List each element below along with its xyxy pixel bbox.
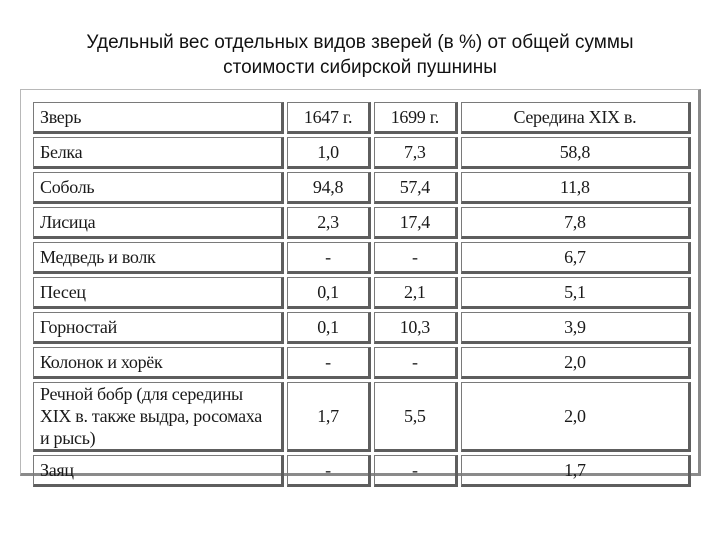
table-row bbox=[33, 207, 691, 239]
cell-mid-19th-century: 6,7 bbox=[461, 242, 691, 274]
cell-1647: 94,8 bbox=[287, 172, 371, 204]
cell-mid-19th-century: 7,8 bbox=[461, 207, 691, 239]
cell-mid-19th-century: 3,9 bbox=[461, 312, 691, 344]
table-row bbox=[33, 172, 691, 204]
cell-animal: Горностай bbox=[33, 312, 284, 344]
cell-1647: 2,3 bbox=[287, 207, 371, 239]
table-row bbox=[33, 277, 691, 309]
cell-animal: Медведь и волк bbox=[33, 242, 284, 274]
cell-1699: 17,4 bbox=[374, 207, 458, 239]
cell-1647: - bbox=[287, 455, 371, 487]
header-animal: Зверь bbox=[33, 102, 284, 134]
header-1699: 1699 г. bbox=[374, 102, 458, 134]
cell-mid-19th-century: 1,7 bbox=[461, 455, 691, 487]
cell-1699: 5,5 bbox=[374, 382, 458, 452]
cell-1647: 0,1 bbox=[287, 312, 371, 344]
cell-animal: Заяц bbox=[33, 455, 284, 487]
table-header-row bbox=[33, 102, 691, 134]
cell-animal: Песец bbox=[33, 277, 284, 309]
table-frame bbox=[20, 89, 701, 480]
cell-1647: 1,7 bbox=[287, 382, 371, 452]
cell-1699: 2,1 bbox=[374, 277, 458, 309]
slide-title-line-2: стоимости сибирской пушнины bbox=[223, 57, 497, 78]
table-row bbox=[33, 347, 691, 379]
cell-mid-19th-century: 2,0 bbox=[461, 382, 691, 452]
cell-mid-19th-century: 11,8 bbox=[461, 172, 691, 204]
cell-1647: 0,1 bbox=[287, 277, 371, 309]
cell-animal: Соболь bbox=[33, 172, 284, 204]
cell-mid-19th-century: 5,1 bbox=[461, 277, 691, 309]
table-row bbox=[33, 137, 691, 169]
cell-animal: Речной бобр (для середины XIX в. также выдра, росомаха и рысь) bbox=[33, 382, 284, 452]
cell-1699: - bbox=[374, 242, 458, 274]
cell-1699: 7,3 bbox=[374, 137, 458, 169]
cell-animal: Лисица bbox=[33, 207, 284, 239]
table-row bbox=[33, 382, 691, 452]
header-mid-19th-century: Середина XIX в. bbox=[461, 102, 691, 134]
cell-1647: 1,0 bbox=[287, 137, 371, 169]
table-row bbox=[33, 455, 691, 487]
cell-animal: Белка bbox=[33, 137, 284, 169]
cell-mid-19th-century: 58,8 bbox=[461, 137, 691, 169]
cell-1699: - bbox=[374, 347, 458, 379]
slide-title bbox=[40, 30, 680, 80]
cell-1647: - bbox=[287, 347, 371, 379]
cell-animal: Колонок и хорёк bbox=[33, 347, 284, 379]
cell-1699: - bbox=[374, 455, 458, 487]
header-1647: 1647 г. bbox=[287, 102, 371, 134]
fur-share-table bbox=[30, 99, 694, 490]
table-row bbox=[33, 242, 691, 274]
cell-1647: - bbox=[287, 242, 371, 274]
cell-1699: 10,3 bbox=[374, 312, 458, 344]
cell-1699: 57,4 bbox=[374, 172, 458, 204]
slide-title-line-1: Удельный вес отдельных видов зверей (в %) от общей суммы bbox=[86, 32, 634, 53]
table-row bbox=[33, 312, 691, 344]
cell-mid-19th-century: 2,0 bbox=[461, 347, 691, 379]
